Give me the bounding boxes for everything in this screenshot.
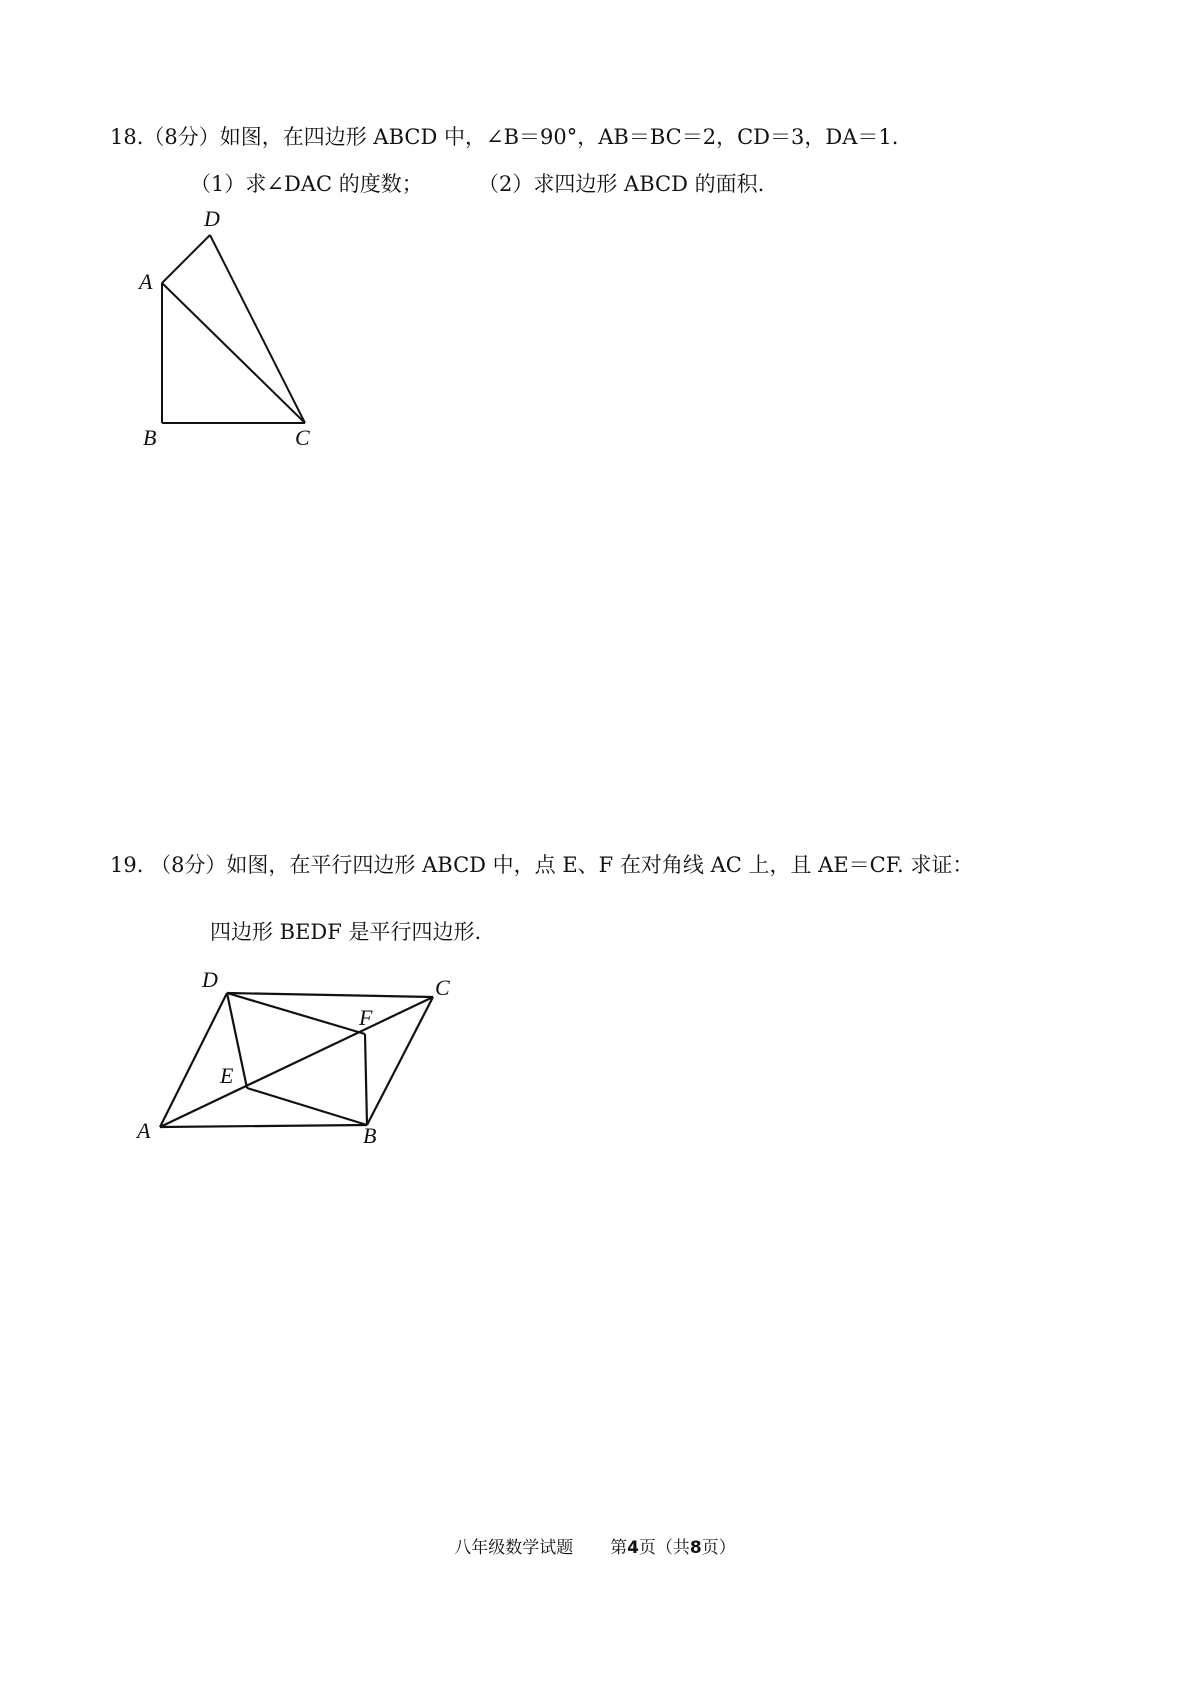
q18-segment-ac [162, 283, 305, 423]
footer-page-number: 4 [627, 1538, 639, 1558]
q19-segment-bc [367, 997, 433, 1125]
q18-figure [130, 205, 350, 445]
page-footer [0, 1533, 1190, 1558]
q19-segment-cd [227, 993, 433, 997]
q19-stem: 19. （8分）如图，在平行四边形 ABCD 中，点 E、F 在对角线 AC 上，且 AE＝CF. 求证： [110, 853, 974, 877]
q19-segment-ac [160, 997, 433, 1127]
q19-label-a: A [137, 1118, 151, 1143]
q19-segment-bf [365, 1034, 367, 1125]
footer-page-prefix: 第 [610, 1538, 628, 1558]
q18-part2: （2）求四边形 ABCD 的面积. [478, 172, 765, 196]
q18-stem: 18.（8分）如图，在四边形 ABCD 中，∠B＝90°，AB＝BC＝2，CD＝3，DA＝1. [110, 125, 899, 149]
q18-segment-cd [210, 235, 305, 423]
footer-page-mid: 页（共 [638, 1538, 690, 1558]
footer-page-total: 8 [689, 1538, 702, 1558]
q18-label-b: B [143, 425, 157, 445]
q19-segment-be [247, 1088, 367, 1125]
q19-segment-da [160, 993, 227, 1127]
footer-page-suffix: 页） [701, 1538, 736, 1558]
q19-figure [135, 960, 455, 1150]
q19-stem-continued: 四边形 BEDF 是平行四边形. [210, 920, 482, 944]
q19-label-e: E [220, 1063, 234, 1088]
q18-label-a: A [139, 269, 153, 294]
q18-label-d: D [204, 206, 220, 231]
q18-part1: （1）求∠DAC 的度数； [190, 172, 423, 196]
q19-label-c: C [435, 975, 450, 1000]
q19-segment-ab [160, 1125, 367, 1127]
q18-label-c: C [295, 425, 310, 445]
q19-label-d: D [202, 967, 218, 992]
q19-label-b: B [363, 1123, 377, 1148]
q19-label-f: F [359, 1005, 373, 1030]
q19-segment-df [227, 993, 365, 1034]
q18-segment-da [162, 235, 210, 283]
footer-subject: 八年级数学试题 [454, 1538, 574, 1558]
